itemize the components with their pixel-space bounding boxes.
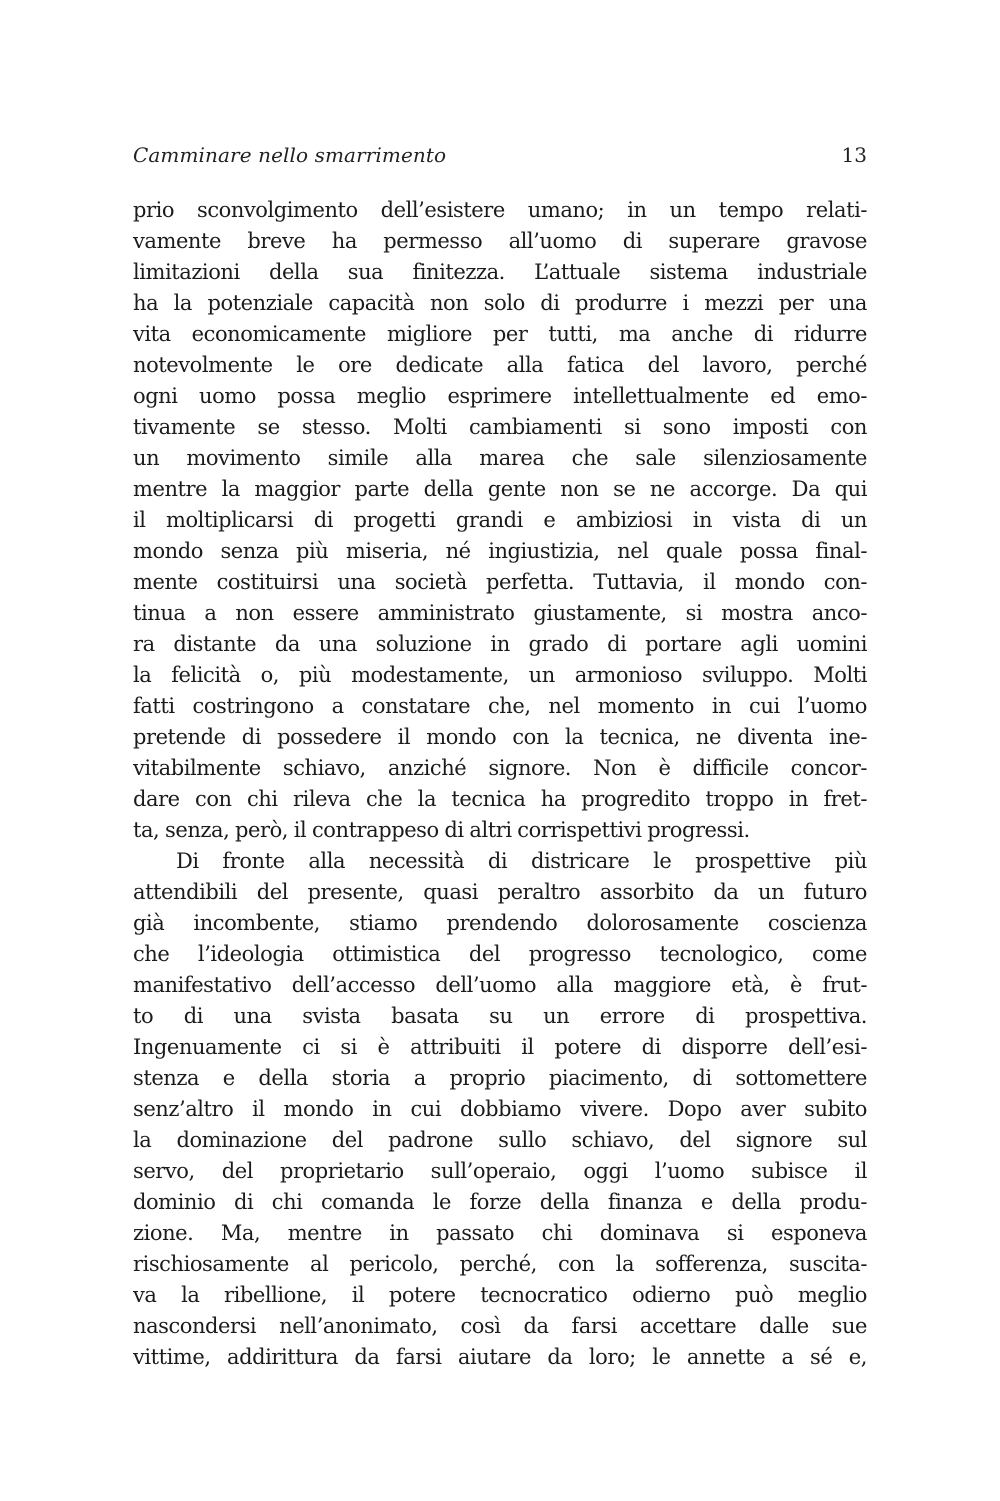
text-line: zione. Ma, mentre in passato chi dominava si esponeva — [133, 1221, 867, 1245]
text-line: che l’ideologia ottimistica del progresso tecnologico, come — [133, 942, 867, 966]
body-text — [133, 195, 867, 1373]
text-line: mentre la maggior parte della gente non se ne accorge. Da qui — [133, 477, 867, 501]
text-line: Ingenuamente ci si è attribuiti il potere di disporre dell’esi- — [133, 1035, 867, 1059]
running-title: Camminare nello smarrimento — [133, 143, 447, 167]
text-line: prio sconvolgimento dell’esistere umano; in un tempo relati- — [133, 198, 867, 222]
text-line: vittime, addirittura da farsi aiutare da loro; le annette a sé e, — [133, 1345, 867, 1369]
text-line: pretende di possedere il mondo con la tecnica, ne diventa ine- — [133, 725, 867, 749]
text-line: vitabilmente schiavo, anziché signore. Non è difficile concor- — [133, 756, 867, 780]
text-line: già incombente, stiamo prendendo dolorosamente coscienza — [133, 911, 867, 935]
text-line: la dominazione del padrone sullo schiavo, del signore sul — [133, 1128, 867, 1152]
text-line: limitazioni della sua finitezza. L’attuale sistema industriale — [133, 260, 867, 284]
text-line: fatti costringono a constatare che, nel momento in cui l’uomo — [133, 694, 867, 718]
text-line: stenza e della storia a proprio piacimento, di sottomettere — [133, 1066, 867, 1090]
text-line: tinua a non essere amministrato giustamente, si mostra anco- — [133, 601, 867, 625]
text-line: mente costituirsi una società perfetta. Tuttavia, il mondo con- — [133, 570, 867, 594]
text-line: nascondersi nell’anonimato, così da farsi accettare dalle sue — [133, 1314, 867, 1338]
text-line: dare con chi rileva che la tecnica ha progredito troppo in fret- — [133, 787, 867, 811]
text-line: servo, del proprietario sull’operaio, oggi l’uomo subisce il — [133, 1159, 867, 1183]
text-line: tivamente se stesso. Molti cambiamenti si sono imposti con — [133, 415, 867, 439]
text-line: vamente breve ha permesso all’uomo di superare gravose — [133, 229, 867, 253]
text-line: to di una svista basata su un errore di prospettiva. — [133, 1004, 867, 1028]
text-line: manifestativo dell’accesso dell’uomo alla maggiore età, è frut- — [133, 973, 867, 997]
paragraph-first-line: Di fronte alla necessità di districare le prospettive più — [176, 849, 867, 873]
text-line: il moltiplicarsi di progetti grandi e ambiziosi in vista di un — [133, 508, 867, 532]
text-line: attendibili del presente, quasi peraltro assorbito da un futuro — [133, 880, 867, 904]
text-line: notevolmente le ore dedicate alla fatica del lavoro, perché — [133, 353, 867, 377]
text-line: dominio di chi comanda le forze della finanza e della produ- — [133, 1190, 867, 1214]
text-line: va la ribellione, il potere tecnocratico odierno può meglio — [133, 1283, 867, 1307]
text-line: rischiosamente al pericolo, perché, con la sofferenza, suscita- — [133, 1252, 867, 1276]
running-header — [133, 140, 867, 170]
text-line: ogni uomo possa meglio esprimere intellettualmente ed emo- — [133, 384, 867, 408]
text-line: ta, senza, però, il contrappeso di altri corrispettivi progressi. — [133, 818, 750, 842]
text-line: ra distante da una soluzione in grado di portare agli uomini — [133, 632, 867, 656]
text-line: ha la potenziale capacità non solo di produrre i mezzi per una — [133, 291, 867, 315]
text-line: la felicità o, più modestamente, un armonioso sviluppo. Molti — [133, 663, 867, 687]
text-line: un movimento simile alla marea che sale silenziosamente — [133, 446, 867, 470]
text-line: mondo senza più miseria, né ingiustizia, nel quale possa final- — [133, 539, 867, 563]
text-line: vita economicamente migliore per tutti, ma anche di ridurre — [133, 322, 867, 346]
text-line: senz’altro il mondo in cui dobbiamo vivere. Dopo aver subito — [133, 1097, 867, 1121]
page-number: 13 — [841, 143, 867, 167]
